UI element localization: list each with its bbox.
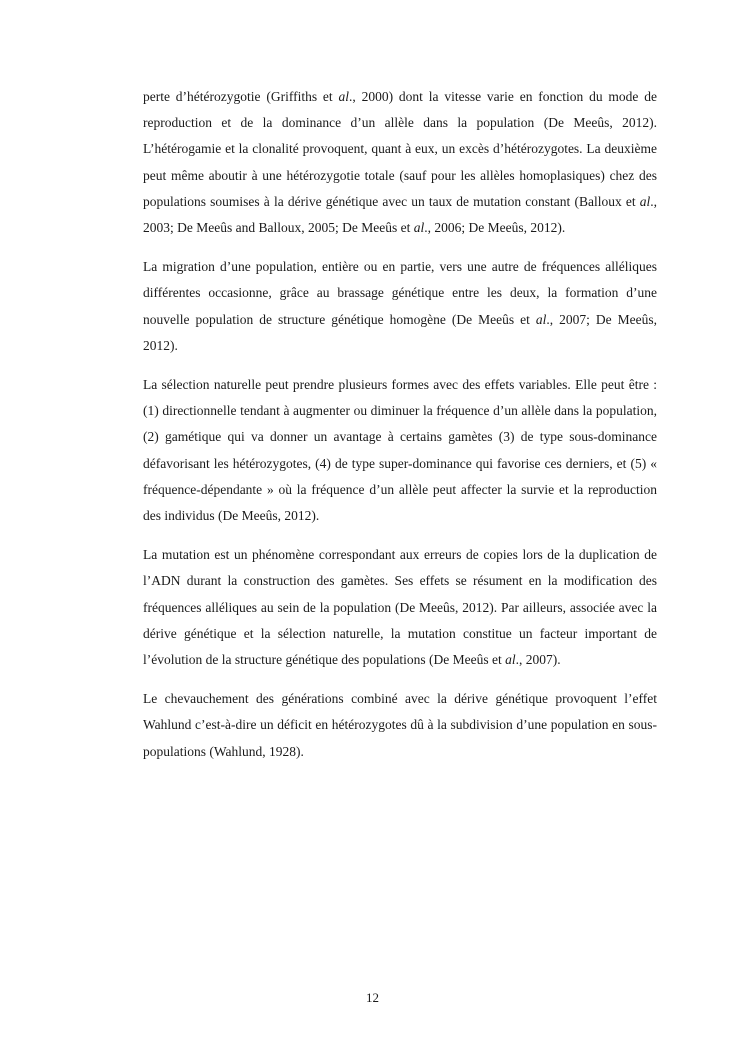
text-segment: La mutation est un phénomène correspondant aux erreurs de copies lors de la duplication de l’ADN durant la construction des gamètes. Ses effets se résument en la modification des fréquences alléliques au sein de la population (De Meeûs, 2012). Par ailleurs, associée avec la dérive génétique et la sélection naturelle, la mutation constitue un facteur important de l’évolution de la structure génétique des populations (De Meeûs et (143, 547, 657, 668)
text-segment: ., 2000) dont la vitesse varie en fonction du mode de reproduction et de la dominance d’un allèle dans la population (De Meeûs, 2012). L’hétérogamie et la clonalité provoquent, quant à eux, un excès d’hétérozygotes. La deuxième peut même aboutir à une hétérozygotie totale (sauf pour les allèles homoplasiques) chez des populations soumises à la dérive génétique avec un taux de mutation constant (Balloux et (143, 89, 657, 209)
italic-segment: al (535, 311, 547, 327)
italic-segment: al (413, 220, 425, 236)
paragraph-migration (143, 254, 657, 359)
page-number: 12 (366, 990, 379, 1005)
text-segment: La migration d’une population, entière ou en partie, vers une autre de fréquences alléliques différentes occasionne, grâce au brassage génétique entre les deux, la formation d’une nouvelle population de structure génétique homogène (De Meeûs et (143, 259, 657, 327)
italic-segment: al (505, 652, 516, 668)
paragraph-selection (143, 372, 657, 529)
text-segment: ., 2007). (515, 652, 561, 668)
text-segment: Le chevauchement des générations combiné avec la dérive génétique provoquent l’effet Wahlund c’est-à-dire un déficit en hétérozygotes dû à la subdivision d’une population en sous-populations (Wahlund, 1928). (143, 691, 657, 759)
text-segment: ., 2006; De Meeûs, 2012). (424, 220, 566, 236)
italic-segment: al (639, 193, 651, 209)
paragraph-wahlund (143, 686, 657, 765)
italic-segment: al (338, 89, 350, 104)
text-segment: La sélection naturelle peut prendre plusieurs formes avec des effets variables. Elle peut être : (1) directionnelle tendant à augmenter ou diminuer la fréquence d’un allèle dans la population, (2) gamétique qui va donner un avantage à certains gamètes (3) de type sous-dominance défavorisant les hétérozygotes, (4) de type super-dominance qui favorise ces derniers, et (5) « fréquence-dépendante » où la fréquence d’un allèle peut affecter la survie et la reproduction des individus (De Meeûs, 2012). (143, 377, 657, 524)
text-segment: ., 2007; De Meeûs, 2012). (143, 311, 657, 353)
page-body (143, 84, 657, 778)
text-segment: ., 2003; De Meeûs and Balloux, 2005; De Meeûs et (143, 193, 657, 236)
paragraph-heterozygosity (143, 84, 657, 241)
text-segment: perte d’hétérozygotie (Griffiths et (143, 89, 339, 104)
paragraph-mutation (143, 542, 657, 673)
